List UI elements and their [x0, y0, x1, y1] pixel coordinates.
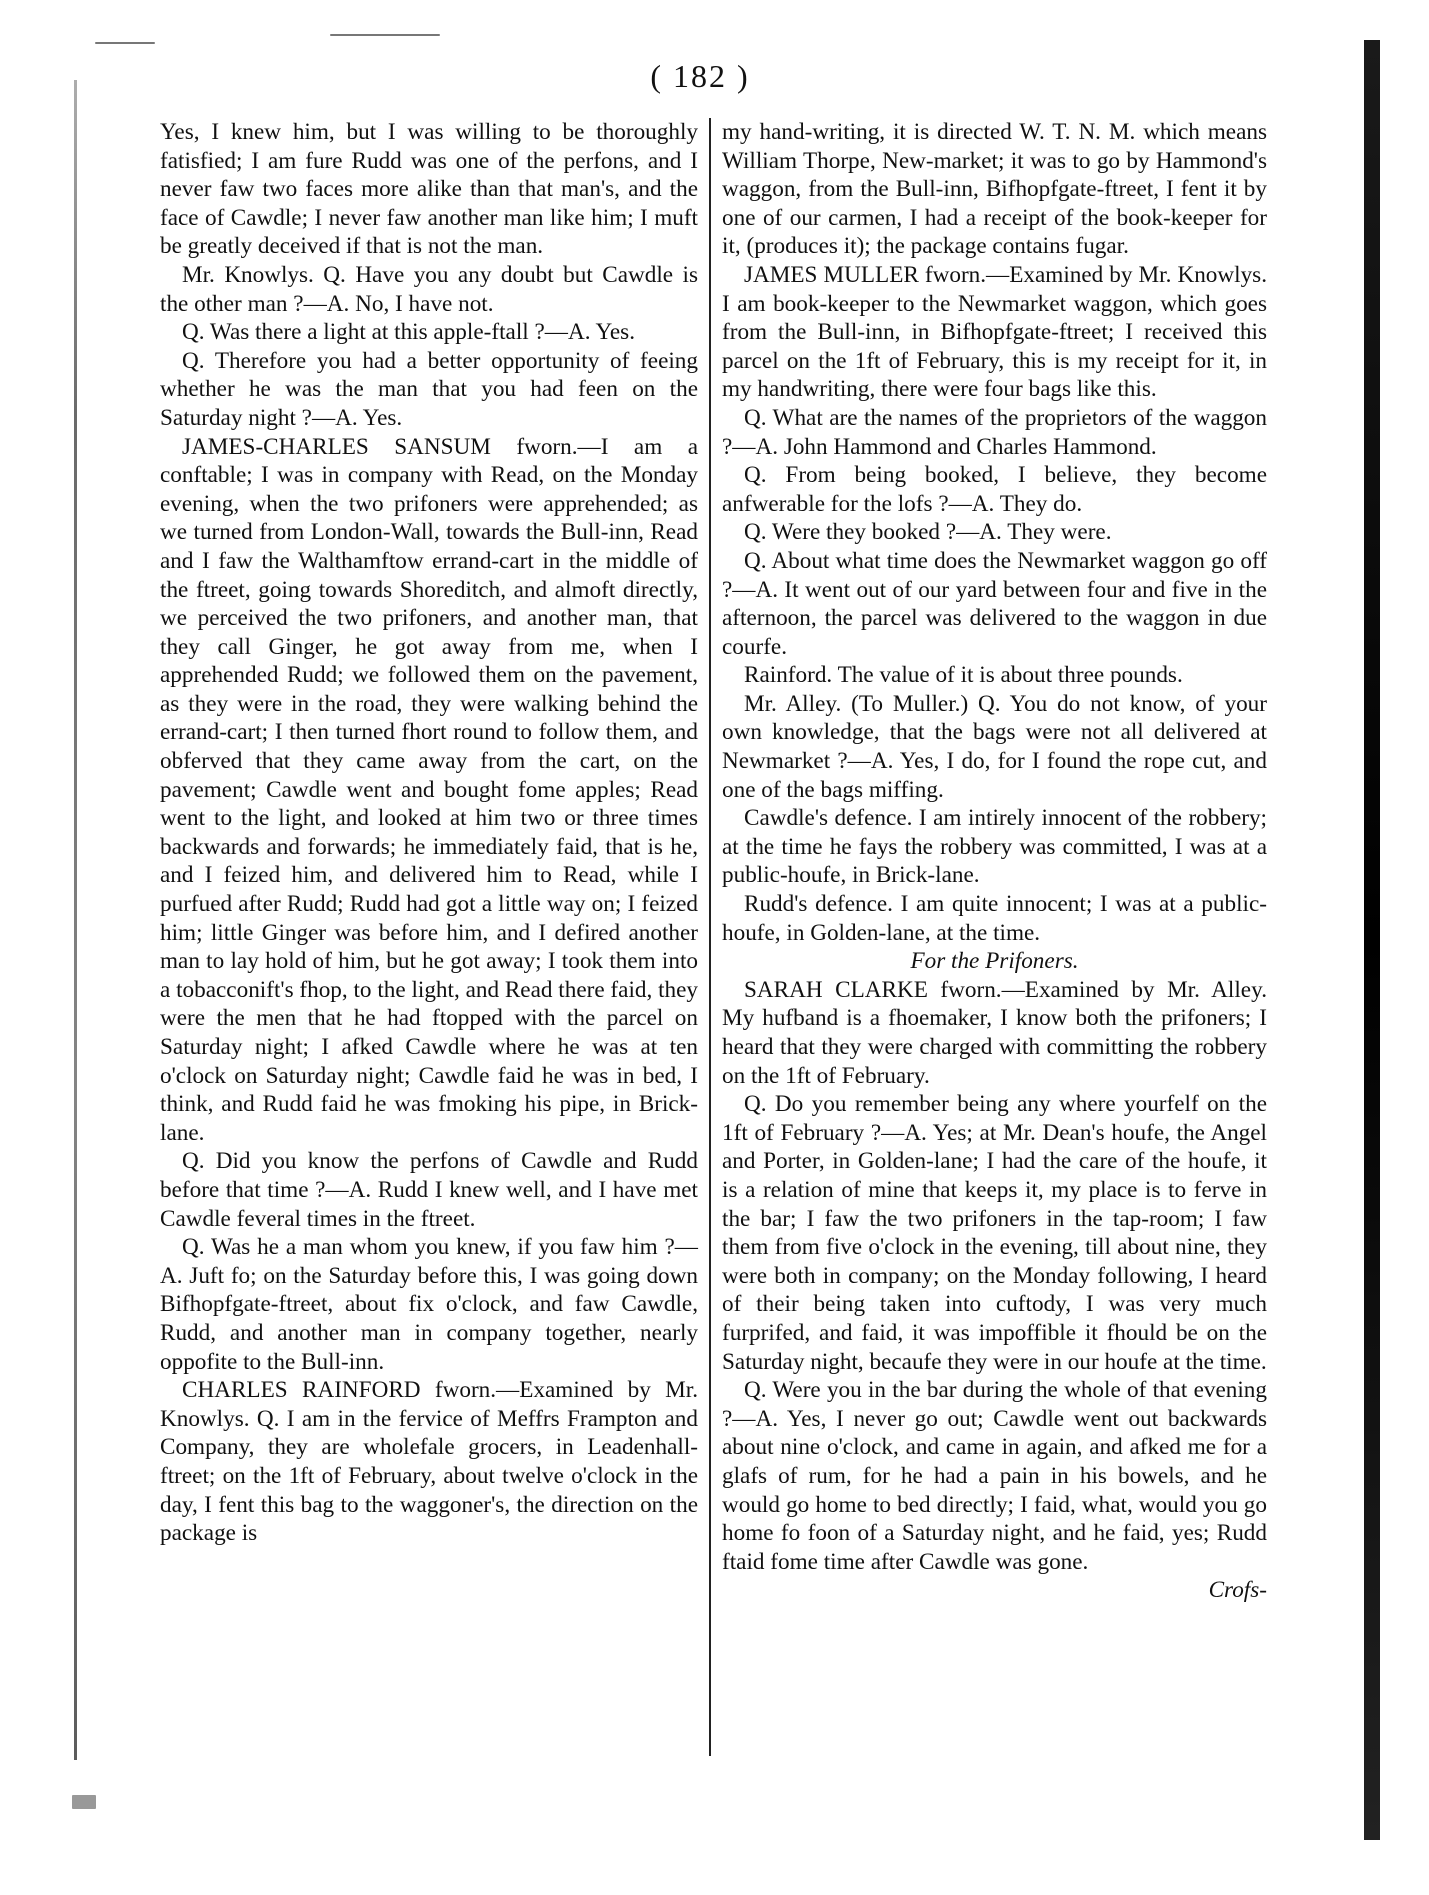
page-number: ( 182 ): [650, 58, 750, 94]
catchword: Crofs-: [1208, 1577, 1267, 1604]
left-column: [160, 118, 698, 1548]
paragraph: Yes, I knew him, but I was willing to be thoroughly fatisfied; I am fure Rudd was one of the perfons, and I never faw two faces more alike than that man's, and the face of Cawdle; I never faw another man like him; I muft be greatly deceived if that is not the man.: [160, 119, 698, 260]
paragraph: Rudd's defence. I am quite innocent; I was at a public-houfe, in Golden-lane, at the time.: [722, 891, 1267, 946]
paragraph: JAMES-CHARLES SANSUM fworn.—I am a conftable; I was in company with Read, on the Monday evening, when the two prifoners were apprehended; as we turned from London-Wall, towards the Bull-inn, Read and I faw the Walthamftow errand-cart in the middle of the ftreet, going towards Shoreditch, and almoft directly, we perceived the two prifoners, and another man, that they call Ginger, he got away from me, when I apprehended Rudd; we followed them on the pavement, as they were in the road, they were walking behind the errand-cart; I then turned fhort round to follow them, and obferved that they came away from the cart, on the pavement; Cawdle went and bought fome apples; Read went to the light, and looked at him two or three times backwards and forwards; he immediately faid, that is he, and I feized him, and delivered him to Read, while I purfued after Rudd; Rudd had got a little way on; I feized him; little Ginger was before him, and I defired another man to lay hold of him, but he got away; I took them into a tobacconift's fhop, to the light, and Read there faid, they were the men that he had ftopped with the parcel on Saturday night; I afked Cawdle where he was at ten o'clock on Saturday night; Cawdle faid he was in bed, I think, and Rudd faid he was fmoking his pipe, in Brick-lane.: [160, 433, 698, 1146]
scan-speck: [330, 34, 440, 36]
column-divider: [709, 118, 711, 1756]
section-heading: For the Prifoners.: [910, 948, 1079, 975]
paragraph: Q. From being booked, I believe, they become anfwerable for the lofs ?—A. They do.: [722, 462, 1267, 517]
right-column: [722, 118, 1267, 1605]
paragraph: SARAH CLARKE fworn.—Examined by Mr. Alley. My hufband is a fhoemaker, I know both the prifoners; I heard that they were charged with committing the robbery on the 1ft of February.: [722, 976, 1267, 1089]
scan-speck: [72, 1795, 96, 1809]
paragraph: Mr. Alley. (To Muller.) Q. You do not know, of your own knowledge, that the bags were not all delivered at Newmarket ?—A. Yes, I do, for I found the rope cut, and one of the bags miffing.: [722, 690, 1267, 803]
paragraph: JAMES MULLER fworn.—Examined by Mr. Knowlys. I am book-keeper to the Newmarket waggon, which goes from the Bull-inn, in Bifhopfgate-ftreet; I received this parcel on the 1ft of February, this is my receipt for it, in my handwriting, there were four bags like this.: [722, 261, 1267, 403]
paragraph: Q. Therefore you had a better opportunity of feeing whether he was the man that you had feen on the Saturday night ?—A. Yes.: [160, 347, 698, 431]
left-margin-rule: [74, 80, 77, 1760]
binding-shadow: [1364, 40, 1380, 1840]
paragraph: Mr. Knowlys. Q. Have you any doubt but Cawdle is the other man ?—A. No, I have not.: [160, 261, 698, 317]
paragraph: Rainford. The value of it is about three pounds.: [744, 662, 1183, 689]
paragraph: Q. About what time does the Newmarket waggon go off ?—A. It went out of our yard between four and five in the afternoon, the parcel was delivered to the waggon in due courfe.: [722, 547, 1267, 660]
paragraph: Q. Did you know the perfons of Cawdle and Rudd before that time ?—A. Rudd I knew well, and I have met Cawdle feveral times in the ftreet.: [160, 1148, 698, 1232]
paragraph: Q. Were they booked ?—A. They were.: [744, 519, 1112, 546]
paragraph: Q. Was there a light at this apple-ftall ?—A. Yes.: [182, 319, 635, 346]
scan-speck: [95, 42, 155, 44]
paragraph: Q. Do you remember being any where yourfelf on the 1ft of February ?—A. Yes; at Mr. Dean's houfe, the Angel and Porter, in Golden-lane; I had the care of the houfe, it is a relation of mine that keeps it, my place is to ferve in the bar; I faw the two prifoners in the tap-room; I faw them from five o'clock in the evening, till about nine, they were both in company; on the Monday following, I heard of their being taken into cuftody, I was very much furprifed, and faid, it was impoffible it fhould be on the Saturday night, becaufe they were in our houfe at the time.: [722, 1091, 1267, 1375]
paragraph: CHARLES RAINFORD fworn.—Examined by Mr. Knowlys. Q. I am in the fervice of Meffrs Frampton and Company, they are wholefale grocers, in Leadenhall-ftreet; on the 1ft of February, about twelve o'clock in the day, I fent this bag to the waggoner's, the direction on the package is: [160, 1377, 698, 1547]
paragraph: my hand-writing, it is directed W. T. N. M. which means William Thorpe, New-market; it was to go by Hammond's waggon, from the Bull-inn, Bifhopfgate-ftreet, I fent it by one of our carmen, I had a receipt of the book-keeper for it, (produces it); the package contains fugar.: [722, 119, 1267, 260]
paragraph: Q. Was he a man whom you knew, if you faw him ?—A. Juft fo; on the Saturday before this, I was going down Bifhopfgate-ftreet, about fix o'clock, and faw Cawdle, Rudd, and another man in company together, nearly oppofite to the Bull-inn.: [160, 1234, 698, 1375]
paragraph: Q. Were you in the bar during the whole of that evening ?—A. Yes, I never go out; Cawdle went out backwards about nine o'clock, and came in again, and afked me for a glafs of rum, for he had a pain in his bowels, and he would go home to bed directly; I faid, what, would you go home fo foon of a Saturday night, and he faid, yes; Rudd ftaid fome time after Cawdle was gone.: [722, 1377, 1267, 1575]
paragraph: Cawdle's defence. I am intirely innocent of the robbery; at the time he fays the robbery was committed, I was at a public-houfe, in Brick-lane.: [722, 805, 1267, 889]
paragraph: Q. What are the names of the proprietors of the waggon ?—A. John Hammond and Charles Hammond.: [722, 404, 1267, 460]
